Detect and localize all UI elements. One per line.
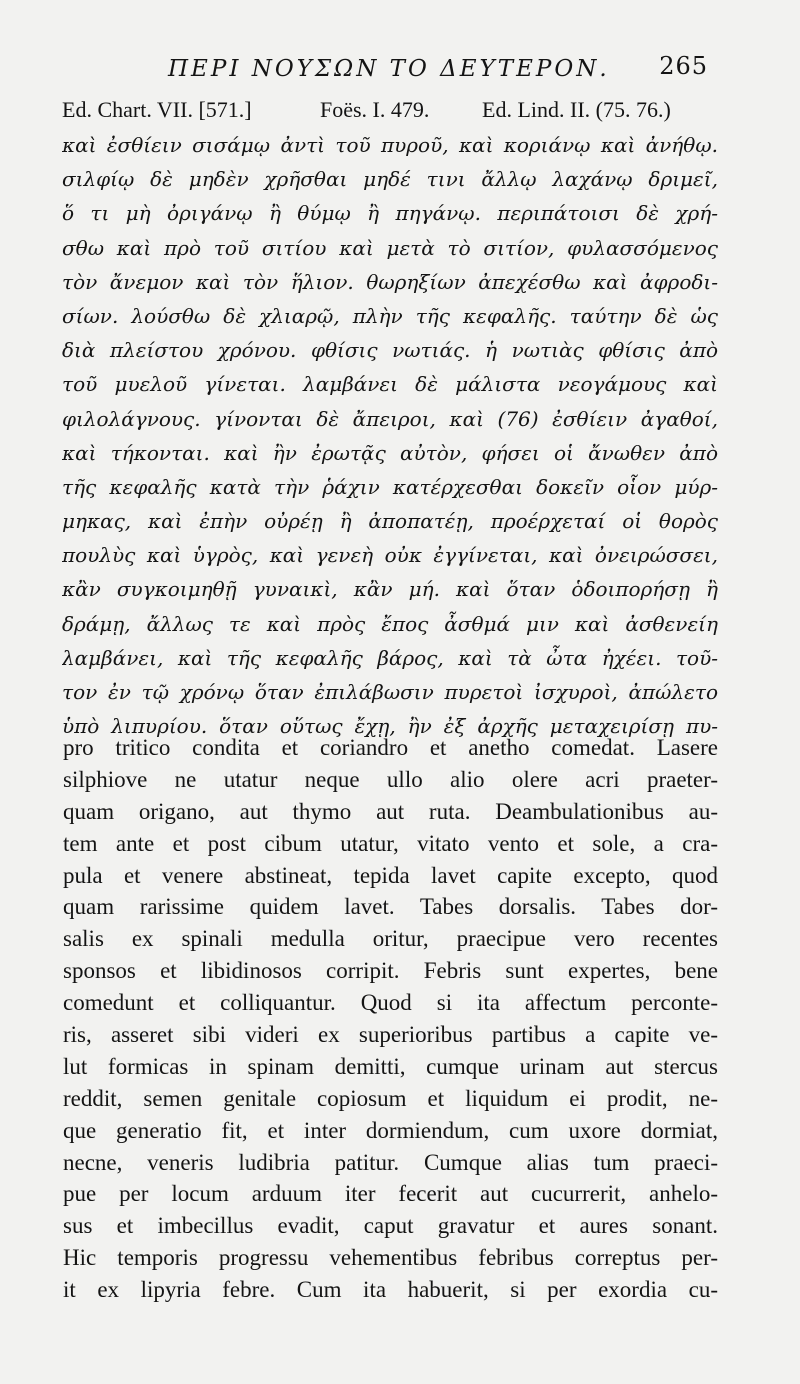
edition-references [62, 97, 718, 129]
latin-line: tem ante et post cibum utatur, vitato vento et sole, a cra- [63, 830, 718, 856]
latin-line: pro tritico condita et coriandro et anetho comedat. Lasere [63, 735, 718, 760]
greek-line: τον ἐν τῷ χρόνῳ ὅταν ἐπιλάβωσιν πυρετοὶ ἰσχυροὶ, ἀπώλετο [62, 680, 718, 704]
latin-line: ris, asseret sibi videri ex superioribus partibus a capite ve- [63, 1022, 718, 1048]
latin-line: sponsos et libidinosos corripit. Febris sunt expertes, bene [63, 958, 718, 984]
greek-line: κἂν συγκοιμηθῇ γυναικὶ, κἂν μή. καὶ ὅταν ὁδοιπορήσῃ ἢ [62, 577, 718, 602]
edition-chartier-ref: Ed. Chart. VII. [571.] [62, 97, 252, 122]
greek-line: διὰ πλείστου χρόνου. φθίσις νωτιάς. ἡ νωτιὰς φθίσις ἀπὸ [62, 338, 718, 363]
latin-line: comedunt et colliquantur. Quod si ita affectum perconte- [63, 990, 718, 1016]
latin-line: quam origano, aut thymo aut ruta. Deambulationibus au- [63, 798, 718, 824]
latin-line: salis ex spinali medulla oritur, praecipue vero recentes [63, 926, 718, 952]
greek-line: μηκας, καὶ ἐπὴν οὐρέῃ ἢ ἀποπατέῃ, προέρχεταί οἱ θορὸς [62, 509, 718, 534]
latin-line: pue per locum arduum iter fecerit aut cucurrerit, anhelo- [63, 1181, 718, 1207]
greek-line: φιλολάγνους. γίνονται δὲ ἄπειροι, καὶ (76) ἐσθίειν ἀγαθοί, [62, 406, 718, 431]
greek-line: τοῦ μυελοῦ γίνεται. λαμβάνει δὲ μάλιστα νεογάμους καὶ [62, 372, 718, 397]
latin-line: lut formicas in spinam demitti, cumque urinam aut stercus [63, 1053, 718, 1079]
greek-line: σίων. λούσθω δὲ χλιαρῷ, πλὴν τῆς κεφαλῆς. ταύτην δὲ ὡς [62, 303, 718, 328]
greek-line: τῆς κεφαλῆς κατὰ τὴν ῥάχιν κατέρχεσθαι δοκεῖν οἷον μύρ- [62, 474, 718, 499]
latin-text-block [63, 732, 718, 1306]
latin-line: it ex lipyria febre. Cum ita habuerit, si per exordia cu- [63, 1277, 718, 1303]
greek-line: σιλφίῳ δὲ μηδὲν χρῆσθαι μηδέ τινι ἄλλῳ λαχάνῳ δριμεῖ, [62, 167, 718, 192]
greek-line: ὑπὸ λιπυρίου. ὅταν οὕτως ἔχῃ, ἢν ἐξ ἀρχῆς μεταχειρίσῃ πυ- [62, 714, 718, 739]
greek-line: δράμῃ, ἄλλως τε καὶ πρὸς ἔπος ἆσθμά μιν καὶ ἀσθενείη [62, 611, 718, 636]
greek-text-block [62, 128, 718, 743]
latin-line: sus et imbecillus evadit, caput gravatur et aures sonant. [63, 1213, 718, 1239]
latin-line: que generatio fit, et inter dormiendum, cum uxore dormiat, [63, 1117, 718, 1143]
running-title: ΠΕΡΙ ΝΟΥΣΩΝ ΤΟ ΔΕΥΤΕΡΟΝ. [168, 56, 610, 82]
greek-line: καὶ τήκονται. καὶ ἢν ἐρωτᾷς αὐτὸν, φήσει οἱ ἄνωθεν ἀπὸ [62, 440, 718, 465]
latin-line: necne, veneris ludibria patitur. Cumque alias tum praeci- [63, 1149, 718, 1175]
latin-line: silphiove ne utatur neque ullo alio olere acri praeter- [63, 766, 718, 792]
greek-line: λαμβάνει, καὶ τῆς κεφαλῆς βάρος, καὶ τὰ ὦτα ἠχέει. τοῦ- [62, 645, 718, 670]
greek-line: σθω καὶ πρὸ τοῦ σιτίου καὶ μετὰ τὸ σιτίον, φυλασσόμενος [62, 235, 718, 260]
edition-foesius-ref: Foës. I. 479. [320, 97, 430, 122]
latin-line: quam rarissime quidem lavet. Tabes dorsalis. Tabes dor- [63, 894, 718, 920]
running-head [168, 52, 708, 88]
latin-line: Hic temporis progressu vehementibus febribus correptus per- [63, 1245, 718, 1271]
greek-line: πουλὺς καὶ ὑγρὸς, καὶ γενεὴ οὐκ ἐγγίνεται, καὶ ὀνειρώσσει, [62, 543, 718, 568]
edition-linden-ref: Ed. Lind. II. (75. 76.) [482, 97, 671, 122]
greek-line: τὸν ἄνεμον καὶ τὸν ἥλιον. θωρηξίων ἀπεχέσθω καὶ ἀφροδι- [62, 269, 718, 294]
page-number: 265 [659, 52, 708, 80]
latin-line: pula et venere abstineat, tepida lavet capite excepto, quod [63, 862, 718, 888]
greek-line: ὅ τι μὴ ὀριγάνῳ ἢ θύμῳ ἢ πηγάνῳ. περιπάτοισι δὲ χρή- [62, 201, 718, 226]
latin-line: reddit, semen genitale copiosum et liquidum ei prodit, ne- [63, 1085, 718, 1111]
greek-line: καὶ ἐσθίειν σισάμῳ ἀντὶ τοῦ πυροῦ, καὶ κοριάνῳ καὶ ἀνήθῳ. [62, 133, 718, 157]
